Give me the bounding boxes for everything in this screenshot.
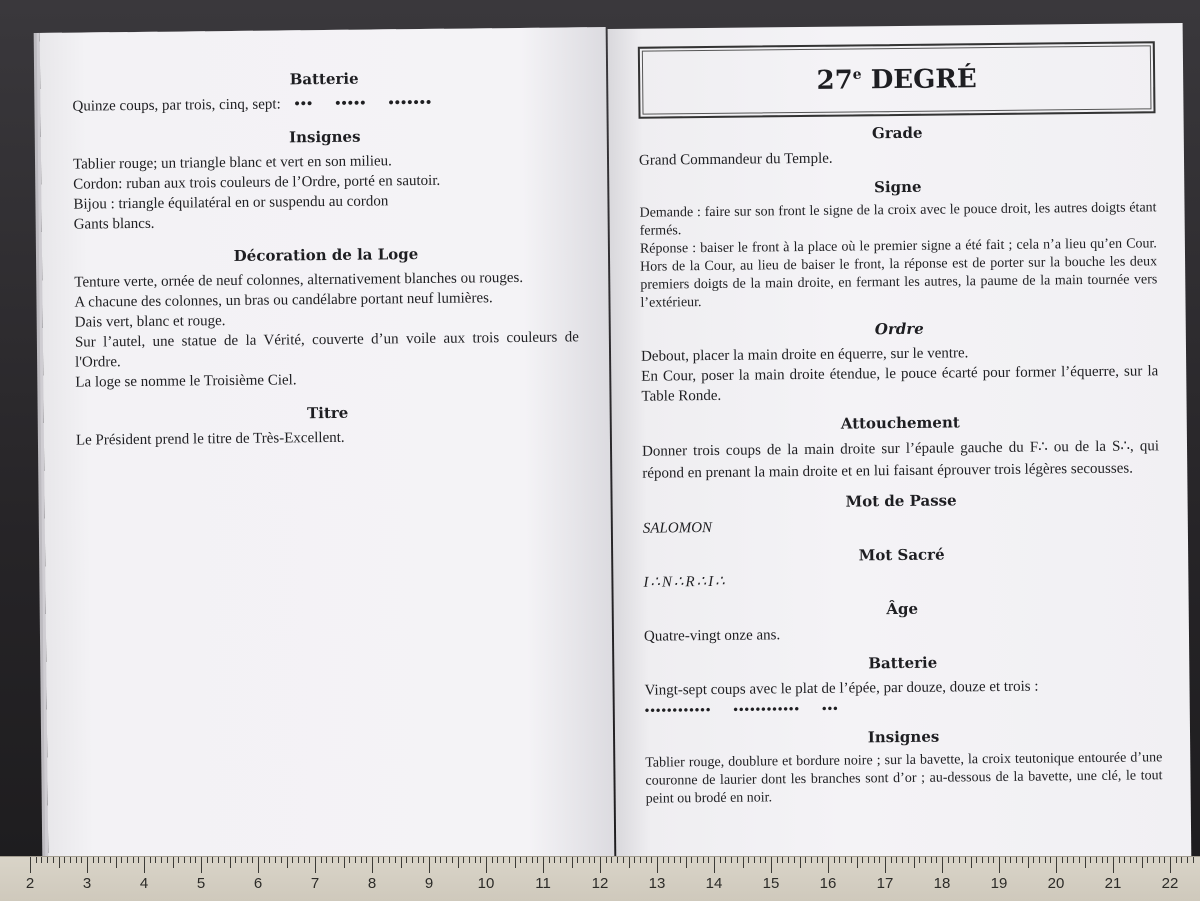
ruler-tick [834,857,835,863]
ruler-tick [446,857,447,863]
ruler-tick [64,857,65,863]
ruler-tick [458,857,459,868]
insignes-right-section [645,725,1163,808]
ruler-tick [1096,857,1097,863]
ruler-tick [600,857,601,873]
dots-group-c: ••• [821,700,839,716]
grade-heading: Grade [871,123,923,143]
attouchement-text: Donner trois coups de la main droite sur l’épaule gauche du F∴ ou de la S∴, qui répond en prenant la main droite et en lui faisant éprouver trois légères secousses. [641,438,1160,482]
ruler-tick [885,857,886,873]
ruler-tick [640,857,641,863]
signe-heading: Signe [873,177,922,197]
ruler-label: 21 [1104,875,1122,892]
ruler-tick [30,857,31,873]
ruler-tick [765,857,766,863]
ruler-label: 20 [1047,875,1065,892]
ruler-tick [1170,857,1171,873]
ruler-tick [594,857,595,863]
ruler-label: 12 [591,875,609,892]
ruler-tick [1193,857,1194,863]
ruler-tick [794,857,795,863]
mot-sacre-text: I∴N∴R∴I∴ [643,573,727,591]
dots-group-a: •••••••••••• [644,701,712,718]
ruler-tick [606,857,607,863]
decoration-line-5: La loge se nomme le Troisième Ciel. [75,372,297,391]
degree-suffix: e [852,66,862,83]
ruler-tick [230,857,231,868]
ruler-label: 6 [253,875,263,892]
decoration-line-4: Sur l’autel, une statue de la Vérité, couverte d’un voile aux trois couleurs de l'Ordre. [74,329,579,371]
ruler-tick [503,857,504,863]
ruler-label: 17 [876,875,894,892]
signe-demande: Demande : faire sur son front le signe de la croix avec le pouce droit, les autres doigts étant fermés. [639,200,1157,239]
grade-section [639,121,1156,170]
ruler-tick [480,857,481,863]
ruler-tick [497,857,498,863]
dots-group-2: ••••• [335,95,367,112]
batterie-heading: Batterie [289,69,359,89]
dots-group-b: •••••••••••• [733,701,801,717]
ruler-tick [349,857,350,863]
ruler-tick [332,857,333,863]
ruler-tick [70,857,71,863]
ruler-tick [127,857,128,863]
ruler-tick [1102,857,1103,863]
ruler-tick [344,857,345,868]
ruler-label: 16 [819,875,837,892]
ruler-tick [589,857,590,863]
ruler-tick [429,857,430,873]
measuring-ruler [0,856,1200,901]
ruler-tick [53,857,54,863]
ruler-tick [1067,857,1068,863]
ruler-tick [212,857,213,863]
ruler-tick [1010,857,1011,863]
ruler-tick [680,857,681,863]
dots-group-3: ••••••• [388,94,433,112]
batterie-paragraph [72,91,576,116]
decoration-line-2: A chacune des colonnes, un bras ou candélabre portant neuf lumières. [74,290,493,311]
ruler-tick [1159,857,1160,863]
titre-heading: Titre [306,403,349,423]
ruler-tick [1107,857,1108,863]
dots-group-1: ••• [294,96,314,113]
mot-passe-text: SALOMON [642,519,713,537]
ruler-tick [155,857,156,863]
ruler-tick [304,857,305,863]
ruler-tick [708,857,709,863]
ruler-tick [121,857,122,863]
ruler-tick [440,857,441,863]
attouchement-heading: Attouchement [840,413,960,433]
ruler-tick [549,857,550,863]
ruler-tick [668,857,669,863]
ruler-tick [150,857,151,863]
mot-passe-section [642,489,1159,538]
ruler-tick [435,857,436,863]
ruler-tick [366,857,367,863]
ruler-tick [338,857,339,863]
ruler-tick [1016,857,1017,863]
ruler-label: 22 [1161,875,1179,892]
ruler-tick [321,857,322,863]
ruler-tick [554,857,555,863]
ruler-tick [1119,857,1120,863]
decoration-heading: Décoration de la Loge [233,245,419,265]
ruler-tick [566,857,567,863]
insignes-section [73,125,578,234]
ruler-tick [1153,857,1154,863]
ruler-tick [59,857,60,868]
ruler-tick [611,857,612,863]
ruler-tick [1124,857,1125,863]
ruler-tick [543,857,544,873]
ruler-tick [418,857,419,863]
ruler-tick [264,857,265,863]
ordre-section [641,317,1159,406]
ruler-tick [298,857,299,863]
ruler-tick [777,857,778,863]
ruler-tick [315,857,316,873]
ruler-tick [629,857,630,868]
decoration-section [74,243,579,392]
ordre-heading: Ordre [874,319,924,339]
ruler-tick [743,857,744,868]
right-page-content [608,23,1192,869]
ruler-tick [383,857,384,863]
ruler-tick [1022,857,1023,863]
ruler-tick [1033,857,1034,863]
ruler-label: 11 [535,875,551,892]
ruler-tick [697,857,698,863]
ruler-tick [748,857,749,863]
ruler-tick [686,857,687,868]
ruler-tick [178,857,179,863]
ordre-line-1: Debout, placer la main droite en équerre, sur le ventre. [640,345,969,365]
ruler-tick [1142,857,1143,868]
ruler-tick [406,857,407,863]
ruler-tick [235,857,236,863]
ruler-tick [583,857,584,863]
insignes-line-2: Cordon: ruban aux trois couleurs de l’Ordre, porté en sautoir. [73,172,441,193]
ruler-tick [269,857,270,863]
ruler-tick [1039,857,1040,863]
ruler-label: 15 [762,875,780,892]
ruler-tick [782,857,783,863]
ruler-tick [532,857,533,863]
ruler-tick [999,857,1000,873]
ruler-tick [309,857,310,863]
ruler-tick [395,857,396,863]
batterie-section [72,67,576,116]
ruler-tick [703,857,704,863]
ruler-tick [184,857,185,863]
ordre-line-2: En Cour, poser la main droite étendue, le pouce écarté pour former l’équerre, sur la Table Ronde. [641,363,1159,405]
ruler-tick [845,857,846,863]
ruler-tick [281,857,282,863]
decoration-line-3: Dais vert, blanc et rouge. [74,313,226,331]
left-page [40,27,615,863]
ruler-label: 9 [424,875,434,892]
ruler-tick [874,857,875,863]
ruler-tick [857,857,858,868]
ruler-tick [936,857,937,863]
ruler-tick [98,857,99,863]
ruler-tick [104,857,105,863]
grade-text: Grand Commandeur du Temple. [638,150,833,169]
degree-number: 27 [816,65,853,96]
ruler-tick [691,857,692,863]
ruler-tick [1005,857,1006,863]
ruler-tick [423,857,424,863]
ruler-tick [138,857,139,863]
mot-passe-heading: Mot de Passe [845,491,957,511]
ruler-tick [81,857,82,863]
ruler-tick [942,857,943,873]
ruler-tick [469,857,470,863]
ruler-tick [1062,857,1063,863]
insignes-line-3: Bijou : triangle équilatéral en or suspendu au cordon [73,193,389,213]
ruler-tick [993,857,994,863]
ruler-tick [800,857,801,868]
ruler-tick [965,857,966,863]
ruler-label: 3 [82,875,92,892]
insignes-heading: Insignes [288,127,361,147]
ruler-label: 10 [477,875,495,892]
ruler-tick [224,857,225,863]
ruler-tick [572,857,573,868]
ruler-tick [868,857,869,863]
right-page [608,23,1192,869]
ruler-label: 5 [196,875,206,892]
left-page-content [40,27,615,863]
ruler-tick [862,857,863,863]
ruler-label: 2 [25,875,35,892]
batterie-right-section [644,651,1162,720]
ruler-tick [971,857,972,868]
ruler-tick [144,857,145,873]
ruler-tick [720,857,721,863]
ruler-tick [953,857,954,863]
ruler-tick [817,857,818,863]
ruler-tick [959,857,960,863]
ruler-tick [896,857,897,863]
ruler-label: 13 [648,875,666,892]
ruler-tick [760,857,761,863]
ruler-tick [1164,857,1165,863]
ruler-tick [355,857,356,863]
ruler-tick [902,857,903,863]
ruler-tick [401,857,402,868]
ruler-tick [1147,857,1148,863]
ruler-tick [241,857,242,863]
ruler-tick [292,857,293,863]
ruler-tick [1073,857,1074,863]
ruler-tick [982,857,983,863]
ruler-tick [663,857,664,863]
ruler-tick [526,857,527,863]
ruler-label: 19 [990,875,1008,892]
ruler-tick [1187,857,1188,863]
ruler-tick [560,857,561,863]
ruler-tick [1056,857,1057,873]
ruler-tick [173,857,174,868]
ruler-tick [1181,857,1182,863]
ruler-tick [47,857,48,863]
ruler-tick [515,857,516,868]
ruler-tick [258,857,259,873]
ruler-tick [754,857,755,863]
ruler-tick [657,857,658,873]
ruler-label: 14 [705,875,723,892]
ruler-tick [771,857,772,873]
ruler-tick [651,857,652,863]
ruler-tick [110,857,111,863]
mot-sacre-section [643,543,1160,592]
ruler-tick [537,857,538,863]
ruler-tick [372,857,373,873]
ruler-tick [1045,857,1046,863]
ruler-tick [36,857,37,863]
ruler-tick [948,857,949,863]
ruler-tick [674,857,675,863]
ruler-tick [167,857,168,863]
ruler-tick [822,857,823,863]
ruler-tick [1136,857,1137,863]
ruler-label: 4 [139,875,149,892]
ruler-tick [577,857,578,863]
ruler-tick [1113,857,1114,873]
ruler-tick [41,857,42,863]
ruler-tick [725,857,726,863]
insignes-right-heading: Insignes [867,727,940,747]
signe-section [639,175,1157,312]
ruler-tick [1176,857,1177,863]
ruler-tick [492,857,493,863]
ruler-tick [908,857,909,863]
degree-title [816,64,976,96]
ruler-tick [378,857,379,863]
attouchement-section [642,411,1160,484]
ruler-label: 7 [310,875,320,892]
ruler-tick [1028,857,1029,868]
ruler-tick [412,857,413,863]
ruler-tick [326,857,327,863]
ruler-tick [93,857,94,863]
insignes-right-text: Tablier rouge, doublure et bordure noire ; sur la bavette, la croix teutonique entourée d’une couronne de laurier dont les branches sont d’or ; au-dessous de la bavette, une clé, le tout peint ou brodé en noir. [645,750,1163,807]
decoration-line-1: Tenture verte, ornée de neuf colonnes, alternativement blanches ou rouges. [74,269,524,291]
ruler-tick [361,857,362,863]
ruler-tick [839,857,840,863]
ruler-tick [914,857,915,868]
ruler-tick [891,857,892,863]
ruler-tick [976,857,977,863]
ruler-tick [811,857,812,863]
ruler-label: 18 [933,875,951,892]
ruler-tick [486,857,487,873]
ruler-tick [634,857,635,863]
ruler-tick [1079,857,1080,863]
ruler-tick [788,857,789,863]
age-text: Quatre-vingt onze ans. [643,627,781,645]
ruler-tick [133,857,134,863]
ruler-tick [1050,857,1051,863]
ruler-tick [509,857,510,863]
ruler-tick [275,857,276,863]
ruler-tick [988,857,989,863]
titre-section [76,401,580,450]
ruler-tick [252,857,253,863]
ruler-tick [475,857,476,863]
ruler-tick [201,857,202,873]
ruler-tick [1090,857,1091,863]
ruler-tick [452,857,453,863]
ruler-tick [925,857,926,863]
ruler-tick [87,857,88,873]
ruler-tick [646,857,647,863]
mot-sacre-heading: Mot Sacré [858,545,945,565]
ruler-tick [1130,857,1131,863]
ruler-tick [463,857,464,863]
ruler-tick [389,857,390,863]
ruler-tick [828,857,829,873]
insignes-line-1: Tablier rouge; un triangle blanc et vert en son milieu. [72,153,392,173]
ruler-tick [805,857,806,863]
batterie-text: Quinze coups, par trois, cinq, sept: [72,96,281,115]
ruler-tick [617,857,618,863]
ruler-tick [731,857,732,863]
batterie-right-text: Vingt-sept coups avec le plat de l’épée, par douze, douze et trois : [644,678,1039,699]
insignes-line-4: Gants blancs. [73,215,155,233]
ruler-tick [287,857,288,868]
degree-title-box [638,41,1156,118]
ruler-tick [931,857,932,863]
ruler-tick [247,857,248,863]
ruler-tick [919,857,920,863]
age-heading: Âge [886,599,919,619]
ruler-tick [714,857,715,873]
age-section [644,597,1161,646]
ruler-tick [623,857,624,863]
ruler-tick [1085,857,1086,868]
ruler-tick [207,857,208,863]
batterie-dots [284,95,454,113]
signe-reponse: Réponse : baiser le front à la place où le premier signe a été fait ; cela n’a lieu qu’en Cour. Hors de la Cour, au lieu de baiser le front, la réponse est de porter sur la bouche les deux premiers doigts de la main droite, en fermant les autres, la paume de la main tournée vers l’extérieur. [639,236,1158,311]
ruler-tick [116,857,117,868]
ruler-tick [76,857,77,863]
batterie-right-heading: Batterie [868,653,938,673]
degree-word: DEGRÉ [870,64,977,96]
ruler-tick [190,857,191,863]
ruler-tick [879,857,880,863]
ruler-tick [851,857,852,863]
batterie-right-dots [645,695,1162,720]
titre-text: Le Président prend le titre de Très-Excellent. [75,429,345,449]
ruler-tick [520,857,521,863]
ruler-tick [195,857,196,863]
ruler-label: 8 [367,875,377,892]
ruler-tick [737,857,738,863]
ruler-tick [218,857,219,863]
ruler-tick [161,857,162,863]
